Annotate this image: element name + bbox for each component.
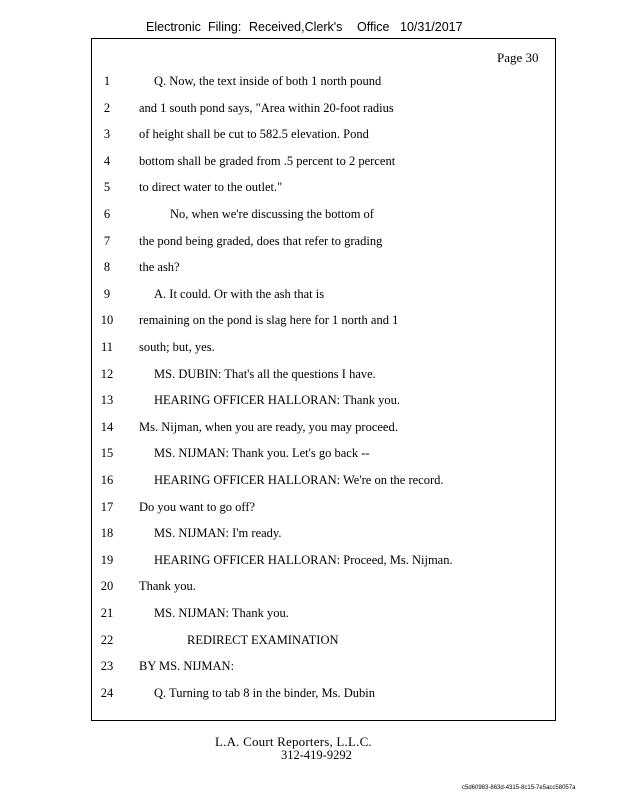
transcript-line	[0, 633, 618, 653]
transcript-line	[0, 420, 618, 440]
header-word-office: Office	[357, 20, 390, 34]
transcript-line	[0, 260, 618, 280]
transcript-line	[0, 446, 618, 466]
line-number: 22	[100, 632, 114, 647]
line-text: MS. NIJMAN: Thank you.	[154, 606, 289, 620]
court-reporter-phone: 312-419-9292	[281, 748, 352, 762]
line-number: 11	[100, 340, 114, 354]
line-number: 1	[103, 74, 111, 88]
transcript-line	[0, 579, 618, 599]
transcript-line	[0, 686, 618, 706]
line-number: 20	[100, 579, 114, 594]
page-number: Page 30	[497, 50, 539, 65]
line-text: A. It could. Or with the ash that is	[154, 286, 325, 301]
line-text: remaining on the pond is slag here for 1 north and 1	[139, 313, 399, 328]
line-number: 18	[100, 526, 114, 541]
line-text: Ms. Nijman, when you are ready, you may proceed.	[139, 419, 398, 434]
transcript-line	[0, 180, 618, 200]
transcript-line	[0, 553, 618, 573]
transcript-line	[0, 287, 618, 307]
header-word-filing: Filing:	[208, 20, 242, 34]
line-number: 3	[103, 127, 111, 142]
line-number: 9	[103, 286, 111, 301]
header-word-electronic: Electronic	[146, 20, 201, 34]
line-number: 24	[100, 685, 114, 700]
transcript-line	[0, 207, 618, 227]
transcript-line	[0, 659, 618, 679]
line-text: HEARING OFFICER HALLORAN: Proceed, Ms. Nijman.	[154, 552, 453, 567]
line-number: 7	[103, 233, 111, 248]
line-number: 5	[103, 180, 111, 195]
line-text: Do you want to go off?	[139, 499, 256, 514]
line-text: Q. Now, the text inside of both 1 north pound	[154, 74, 382, 88]
transcript-line	[0, 234, 618, 254]
court-reporter-name: L.A. Court Reporters, L.L.C.	[215, 734, 372, 749]
line-number: 8	[103, 260, 111, 275]
transcript-line	[0, 313, 618, 333]
line-text: MS. NIJMAN: I'm ready.	[154, 526, 282, 541]
line-number: 16	[100, 473, 114, 487]
line-text: MS. NIJMAN: Thank you. Let's go back --	[154, 446, 370, 461]
line-text: Thank you.	[139, 579, 196, 594]
line-text: REDIRECT EXAMINATION	[187, 632, 339, 647]
line-text: south; but, yes.	[139, 340, 215, 354]
line-text: to direct water to the outlet."	[139, 180, 283, 195]
line-number: 15	[100, 446, 114, 461]
header-date: 10/31/2017	[400, 20, 463, 34]
transcript-line	[0, 367, 618, 387]
transcript-line	[0, 101, 618, 121]
transcript-line	[0, 526, 618, 546]
line-text: bottom shall be graded from .5 percent to 2 percent	[139, 153, 396, 168]
line-text: HEARING OFFICER HALLORAN: Thank you.	[154, 393, 400, 408]
line-number: 12	[100, 366, 114, 381]
line-text: MS. DUBIN: That's all the questions I have.	[154, 366, 376, 381]
line-number: 14	[100, 419, 114, 434]
transcript-line	[0, 393, 618, 413]
transcript-line	[0, 606, 618, 626]
line-number: 10	[100, 313, 114, 328]
line-text: No, when we're discussing the bottom of	[170, 207, 374, 221]
transcript-line	[0, 127, 618, 147]
transcript-line	[0, 154, 618, 174]
line-number: 2	[103, 100, 111, 115]
line-text: the ash?	[139, 260, 180, 275]
line-number: 19	[100, 552, 114, 567]
line-number: 6	[103, 207, 111, 221]
line-text: of height shall be cut to 582.5 elevation. Pond	[139, 127, 369, 142]
line-number: 13	[100, 393, 114, 408]
header-word-received: Received,Clerk's	[249, 20, 343, 34]
transcript-line	[0, 74, 618, 94]
transcript-line	[0, 500, 618, 520]
line-text: and 1 south pond says, "Area within 20-foot radius	[139, 100, 394, 115]
document-id: c5d60983-863d-4315-8c15-7e5acc58057a	[462, 785, 576, 791]
line-text: Q. Turning to tab 8 in the binder, Ms. Dubin	[154, 685, 376, 700]
line-number: 17	[100, 499, 114, 514]
transcript-line	[0, 473, 618, 493]
line-text: HEARING OFFICER HALLORAN: We're on the record.	[154, 473, 444, 487]
transcript-line	[0, 340, 618, 360]
line-text: the pond being graded, does that refer to grading	[139, 233, 383, 248]
line-text: BY MS. NIJMAN:	[139, 659, 235, 674]
line-number: 23	[100, 659, 114, 674]
line-number: 21	[100, 606, 114, 620]
line-number: 4	[103, 153, 111, 168]
